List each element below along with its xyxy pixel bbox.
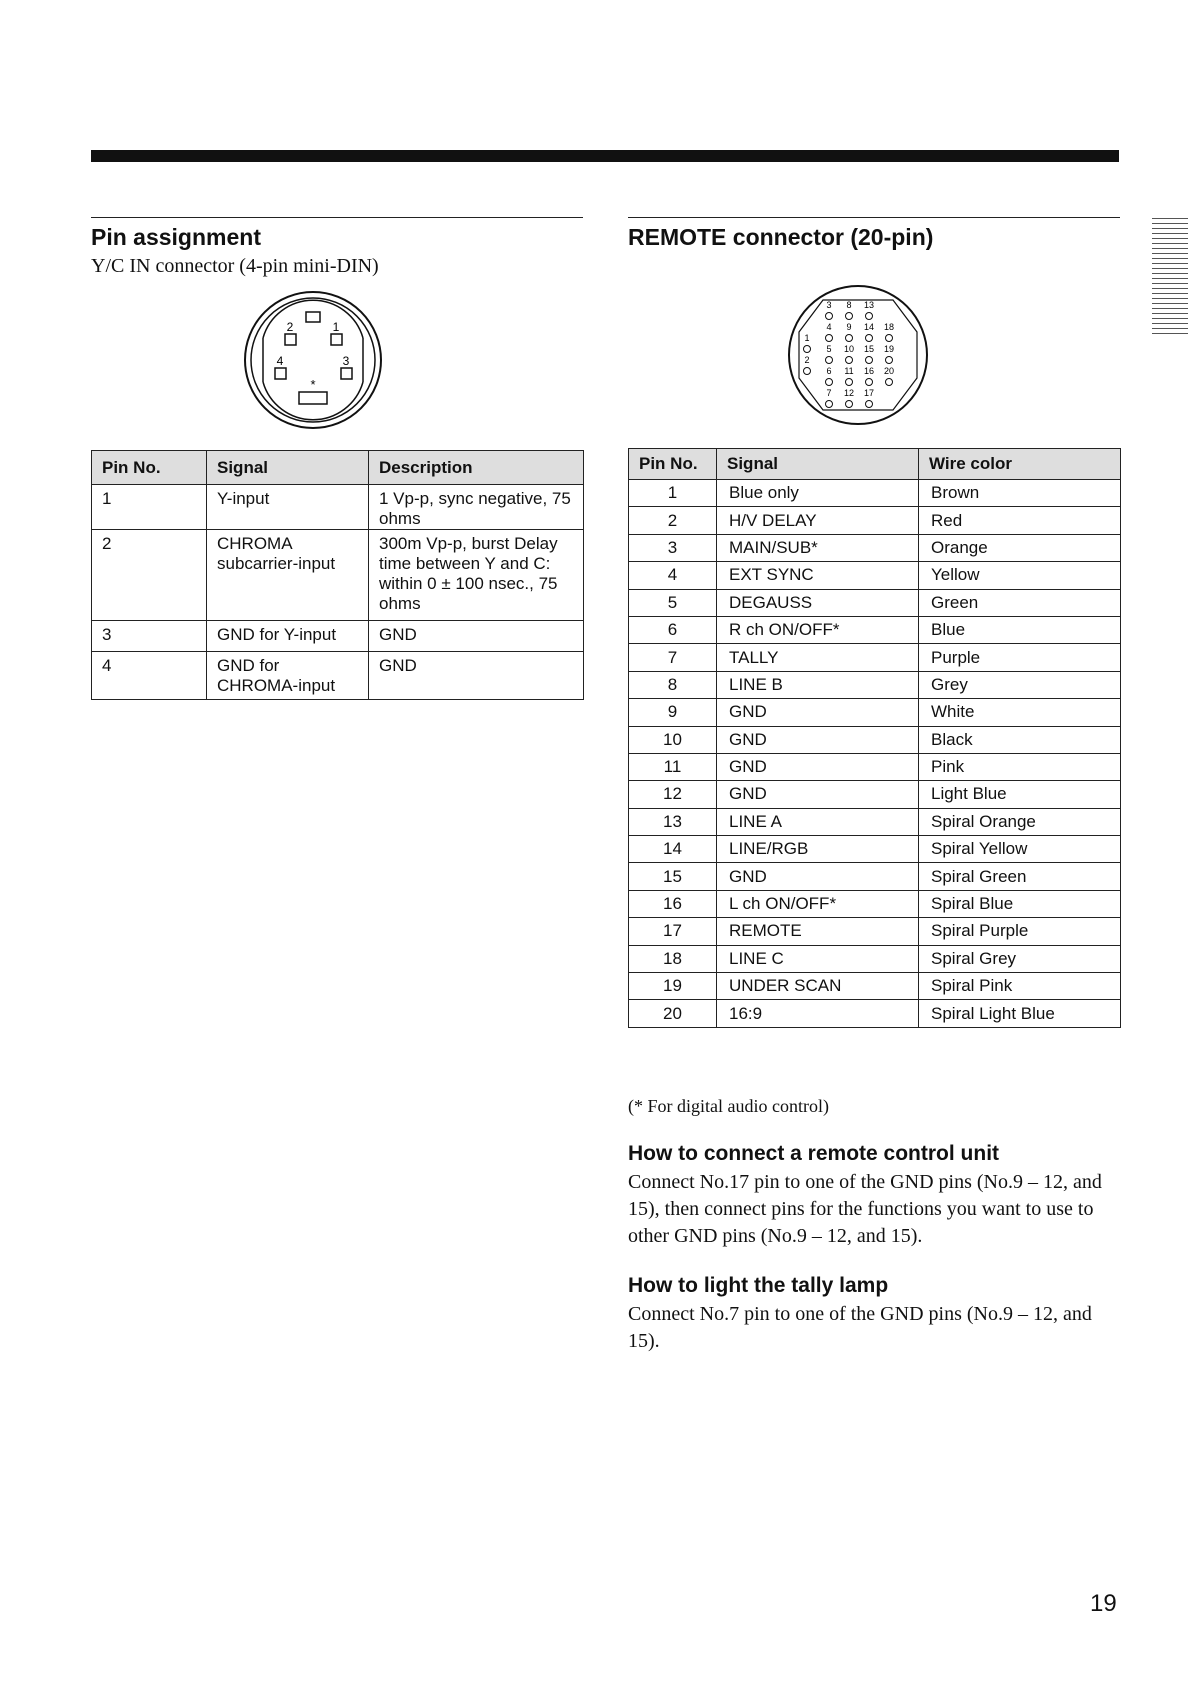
remote-pin-label-3: 3 xyxy=(826,300,832,310)
table-row xyxy=(92,652,584,700)
signal-cell: UNDER SCAN xyxy=(717,973,919,1000)
remote-pin-14 xyxy=(866,335,873,342)
remote-pin-label-5: 5 xyxy=(826,344,832,354)
din-pin-label-1: 1 xyxy=(332,320,340,334)
description-cell: GND xyxy=(369,652,584,700)
table-row xyxy=(629,616,1121,643)
remote-pin-15 xyxy=(866,357,873,364)
table-header-row xyxy=(629,449,1121,480)
din-pin-label-star: * xyxy=(310,377,316,392)
remote-pin-16 xyxy=(866,379,873,386)
wire-color-cell: White xyxy=(919,699,1121,726)
table-row xyxy=(629,973,1121,1000)
pin-cell: 3 xyxy=(92,621,207,652)
remote-pin-label-4: 4 xyxy=(826,322,832,332)
remote-pin-table xyxy=(628,448,1121,1028)
remote-pin-3 xyxy=(826,313,833,320)
wire-color-cell: Spiral Green xyxy=(919,863,1121,890)
signal-cell: L ch ON/OFF* xyxy=(717,890,919,917)
wire-color-cell: Spiral Light Blue xyxy=(919,1000,1121,1027)
remote-pin-label-10: 10 xyxy=(843,344,855,354)
table-row xyxy=(629,726,1121,753)
table-row xyxy=(629,507,1121,534)
tally-howto-body: Connect No.7 pin to one of the GND pins (No.9 – 12, and 15). xyxy=(628,1303,1092,1352)
tally-howto-title: How to light the tally lamp xyxy=(628,1274,889,1297)
remote-pin-5 xyxy=(826,357,833,364)
remote-howto-title: How to connect a remote control unit xyxy=(628,1142,1000,1165)
remote-pin-label-6: 6 xyxy=(826,366,832,376)
remote-pin-6 xyxy=(826,379,833,386)
remote-pin-label-15: 15 xyxy=(863,344,875,354)
remote-pin-12 xyxy=(846,401,853,408)
pin-assignment-title: Pin assignment xyxy=(91,224,261,250)
signal-cell: LINE A xyxy=(717,808,919,835)
signal-cell: GND xyxy=(717,863,919,890)
table-row xyxy=(629,753,1121,780)
remote-pin-11 xyxy=(846,379,853,386)
pin-cell: 9 xyxy=(629,699,717,726)
remote-pin-label-11: 11 xyxy=(844,366,854,376)
table-header-row xyxy=(92,451,584,485)
signal-cell: MAIN/SUB* xyxy=(717,534,919,561)
signal-cell: TALLY xyxy=(717,644,919,671)
signal-cell: GND xyxy=(717,726,919,753)
remote-pin-1 xyxy=(804,346,811,353)
remote-pin-label-14: 14 xyxy=(863,322,875,332)
mini-din-4pin-diagram xyxy=(243,290,383,430)
signal-cell: EXT SYNC xyxy=(717,562,919,589)
col-header-signal: Signal xyxy=(207,451,369,485)
signal-cell: LINE B xyxy=(717,671,919,698)
table-row xyxy=(92,485,584,530)
remote-pin-7 xyxy=(826,401,833,408)
remote-pin-label-12: 12 xyxy=(843,388,855,398)
col-header-pin: Pin No. xyxy=(629,449,717,480)
section-rule-left xyxy=(91,217,583,218)
remote-pin-17 xyxy=(866,401,873,408)
footnote: (* For digital audio control) xyxy=(628,1096,829,1116)
remote-pin-label-20: 20 xyxy=(883,366,895,376)
wire-color-cell: Spiral Yellow xyxy=(919,836,1121,863)
table-row xyxy=(629,480,1121,507)
wire-color-cell: Spiral Purple xyxy=(919,918,1121,945)
wire-color-cell: Spiral Orange xyxy=(919,808,1121,835)
pin-cell: 2 xyxy=(629,507,717,534)
section-rule-right xyxy=(628,217,1120,218)
signal-cell: GND for CHROMA-input xyxy=(207,652,369,700)
pin-cell: 8 xyxy=(629,671,717,698)
remote-howto-body: Connect No.17 pin to one of the GND pins (No.9 – 12, and 15), then connect pins for the functions you want to use to other GND pins (No.9 – 12, and 15). xyxy=(628,1171,1102,1247)
wire-color-cell: Blue xyxy=(919,616,1121,643)
wire-color-cell: Orange xyxy=(919,534,1121,561)
remote-pin-20 xyxy=(886,379,893,386)
pin-cell: 18 xyxy=(629,945,717,972)
table-row xyxy=(629,781,1121,808)
yc-pin-table xyxy=(91,450,584,700)
remote-pin-8 xyxy=(846,313,853,320)
pin-cell: 12 xyxy=(629,781,717,808)
remote-pin-13 xyxy=(866,313,873,320)
remote-20pin-diagram xyxy=(783,284,933,426)
din-pin-label-2: 2 xyxy=(286,320,294,334)
description-cell: 300m Vp-p, burst Delay time between Y and C: within 0 ± 100 nsec., 75 ohms xyxy=(369,530,584,621)
signal-cell: H/V DELAY xyxy=(717,507,919,534)
din-pin-label-4: 4 xyxy=(276,354,284,368)
table-row xyxy=(629,644,1121,671)
remote-pin-18 xyxy=(886,335,893,342)
wire-color-cell: Spiral Blue xyxy=(919,890,1121,917)
signal-cell: GND xyxy=(717,753,919,780)
table-row xyxy=(629,918,1121,945)
pin-cell: 1 xyxy=(629,480,717,507)
pin-cell: 11 xyxy=(629,753,717,780)
remote-pin-label-8: 8 xyxy=(846,300,852,310)
pin-cell: 2 xyxy=(92,530,207,621)
thumb-index-tab xyxy=(1152,218,1188,336)
pin-cell: 19 xyxy=(629,973,717,1000)
remote-pin-label-2: 2 xyxy=(804,355,810,365)
table-row xyxy=(629,890,1121,917)
signal-cell: GND for Y-input xyxy=(207,621,369,652)
pin-cell: 7 xyxy=(629,644,717,671)
pin-cell: 4 xyxy=(629,562,717,589)
col-header-wire-color: Wire color xyxy=(919,449,1121,480)
table-row xyxy=(629,699,1121,726)
signal-cell: 16:9 xyxy=(717,1000,919,1027)
remote-pin-4 xyxy=(826,335,833,342)
header-bar xyxy=(91,150,1119,162)
wire-color-cell: Spiral Grey xyxy=(919,945,1121,972)
pin-cell: 5 xyxy=(629,589,717,616)
wire-color-cell: Pink xyxy=(919,753,1121,780)
wire-color-cell: Grey xyxy=(919,671,1121,698)
remote-pin-label-18: 18 xyxy=(883,322,895,332)
remote-pin-label-19: 19 xyxy=(883,344,895,354)
col-header-description: Description xyxy=(369,451,584,485)
wire-color-cell: Purple xyxy=(919,644,1121,671)
pin-cell: 3 xyxy=(629,534,717,561)
table-row xyxy=(92,621,584,652)
table-row xyxy=(629,562,1121,589)
pin-cell: 6 xyxy=(629,616,717,643)
col-header-signal: Signal xyxy=(717,449,919,480)
wire-color-cell: Brown xyxy=(919,480,1121,507)
table-row xyxy=(629,863,1121,890)
pin-cell: 13 xyxy=(629,808,717,835)
signal-cell: R ch ON/OFF* xyxy=(717,616,919,643)
remote-pin-2 xyxy=(804,368,811,375)
signal-cell: GND xyxy=(717,781,919,808)
page-number: 19 xyxy=(1090,1590,1117,1617)
wire-color-cell: Spiral Pink xyxy=(919,973,1121,1000)
col-header-pin: Pin No. xyxy=(92,451,207,485)
table-row xyxy=(629,534,1121,561)
pin-cell: 4 xyxy=(92,652,207,700)
remote-pin-9 xyxy=(846,335,853,342)
table-row xyxy=(629,945,1121,972)
remote-pin-label-16: 16 xyxy=(863,366,875,376)
pin-cell: 14 xyxy=(629,836,717,863)
wire-color-cell: Black xyxy=(919,726,1121,753)
description-cell: GND xyxy=(369,621,584,652)
pin-cell: 15 xyxy=(629,863,717,890)
wire-color-cell: Red xyxy=(919,507,1121,534)
yc-connector-caption: Y/C IN connector (4-pin mini-DIN) xyxy=(91,255,379,277)
remote-pin-label-13: 13 xyxy=(863,300,875,310)
signal-cell: Y-input xyxy=(207,485,369,530)
table-row xyxy=(629,836,1121,863)
wire-color-cell: Green xyxy=(919,589,1121,616)
remote-pin-19 xyxy=(886,357,893,364)
table-row xyxy=(629,671,1121,698)
pin-cell: 1 xyxy=(92,485,207,530)
wire-color-cell: Light Blue xyxy=(919,781,1121,808)
remote-pin-label-17: 17 xyxy=(863,388,875,398)
din-pin-label-3: 3 xyxy=(342,354,350,368)
remote-pin-label-7: 7 xyxy=(826,388,832,398)
pin-cell: 20 xyxy=(629,1000,717,1027)
signal-cell: LINE/RGB xyxy=(717,836,919,863)
wire-color-cell: Yellow xyxy=(919,562,1121,589)
remote-pin-label-1: 1 xyxy=(804,333,810,343)
pin-cell: 17 xyxy=(629,918,717,945)
signal-cell: REMOTE xyxy=(717,918,919,945)
signal-cell: CHROMA subcarrier-input xyxy=(207,530,369,621)
table-row xyxy=(629,808,1121,835)
description-cell: 1 Vp-p, sync negative, 75 ohms xyxy=(369,485,584,530)
remote-pin-label-9: 9 xyxy=(846,322,852,332)
signal-cell: GND xyxy=(717,699,919,726)
table-row xyxy=(629,1000,1121,1027)
table-row xyxy=(92,530,584,621)
table-row xyxy=(629,589,1121,616)
signal-cell: Blue only xyxy=(717,480,919,507)
signal-cell: DEGAUSS xyxy=(717,589,919,616)
signal-cell: LINE C xyxy=(717,945,919,972)
pin-cell: 16 xyxy=(629,890,717,917)
remote-pin-10 xyxy=(846,357,853,364)
remote-connector-title: REMOTE connector (20-pin) xyxy=(628,224,934,250)
pin-cell: 10 xyxy=(629,726,717,753)
